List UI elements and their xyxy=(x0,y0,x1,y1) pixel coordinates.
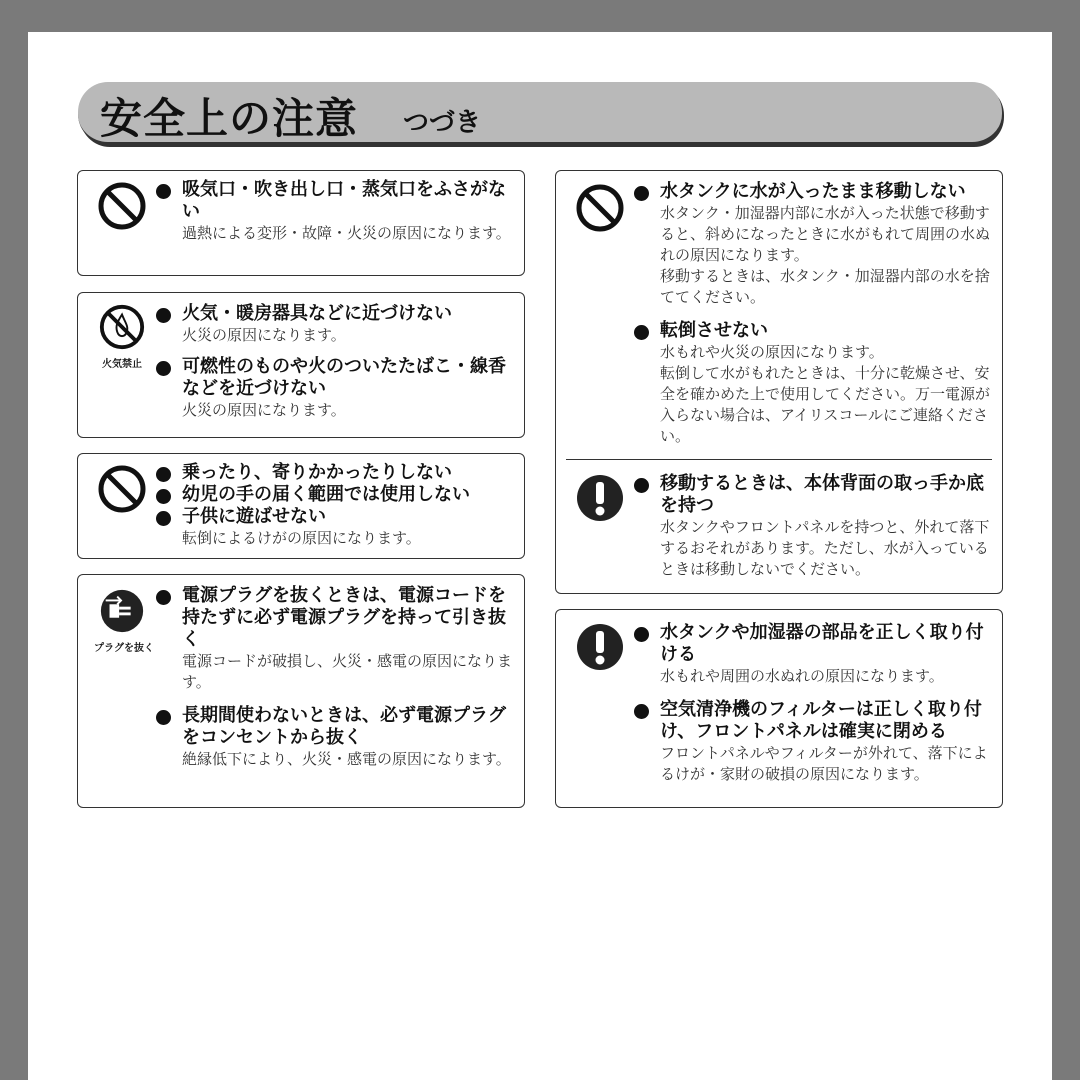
list-item xyxy=(634,473,992,580)
list-item xyxy=(156,484,514,506)
item-heading: 子供に遊ばせない xyxy=(182,506,326,527)
manual-page xyxy=(28,32,1052,1080)
item-description: フロントパネルやフィルターが外れて、落下によるけが・家財の破損の原因になります。 xyxy=(660,744,988,783)
item-description: 移動するときは、水タンク・加湿器内部の水を捨ててください。 xyxy=(660,267,990,306)
list-item xyxy=(634,320,992,447)
bullet-icon xyxy=(156,590,171,605)
bullet-icon xyxy=(156,184,171,199)
list-item xyxy=(634,622,992,687)
item-heading: 可燃性のものや火のついたたばこ・線香などを近づけない xyxy=(182,356,506,399)
list-item xyxy=(634,699,992,785)
exclamation-icon xyxy=(572,622,628,672)
icon-caption: 火気禁止 xyxy=(102,359,142,370)
list-item xyxy=(156,356,514,421)
item-heading: 吸気口・吹き出し口・蒸気口をふさがない xyxy=(182,179,506,222)
item-heading: 火気・暖房器具などに近づけない xyxy=(182,303,452,324)
caution-box-plug xyxy=(77,574,525,808)
bullet-icon xyxy=(156,361,171,376)
item-description: 火災の原因になります。 xyxy=(182,401,346,419)
item-description: 水もれや火災の原因になります。 xyxy=(660,343,884,361)
prohibition-icon xyxy=(94,464,150,514)
item-heading: 乗ったり、寄りかかったりしない xyxy=(182,462,452,483)
item-heading: 移動するときは、本体背面の取っ手か底を持つ xyxy=(660,473,984,516)
icon-caption: プラグを抜く xyxy=(94,643,154,654)
item-heading: 幼児の手の届く範囲では使用しない xyxy=(182,484,470,505)
caution-box-vents xyxy=(77,170,525,276)
section-banner xyxy=(78,82,1002,144)
item-heading: 長期間使わないときは、必ず電源プラグをコンセントから抜く xyxy=(182,705,506,748)
caution-box-children xyxy=(77,453,525,559)
divider xyxy=(566,459,992,460)
bullet-icon xyxy=(156,467,171,482)
list-item xyxy=(156,179,514,244)
list-item xyxy=(156,585,514,693)
bullet-icon xyxy=(634,478,649,493)
bullet-icon xyxy=(156,710,171,725)
item-description: 水もれや周囲の水ぬれの原因になります。 xyxy=(660,667,944,685)
list-item xyxy=(156,506,514,549)
section-title: 安全上の注意 xyxy=(100,94,359,143)
item-description: 水タンクやフロントパネルを持つと、外れて落下するおそれがあります。ただし、水が入っているときは移動しないでください。 xyxy=(660,518,990,578)
bullet-icon xyxy=(156,511,171,526)
item-description: 水タンク・加湿器内部に水が入った状態で移動すると、斜めになったときに水がもれて周囲の水ぬれの原因になります。 xyxy=(660,204,991,264)
list-item xyxy=(156,705,514,770)
unplug-icon xyxy=(94,587,154,654)
item-description: 絶縁低下により、火災・感電の原因になります。 xyxy=(182,750,511,768)
bullet-icon xyxy=(634,704,649,719)
prohibition-icon xyxy=(572,183,628,233)
no-fire-icon xyxy=(94,303,150,370)
item-description: 転倒によるけがの原因になります。 xyxy=(182,529,421,547)
section-subtitle: つづき xyxy=(403,108,482,138)
item-description: 火災の原因になります。 xyxy=(182,326,346,344)
item-heading: 水タンクや加湿器の部品を正しく取り付ける xyxy=(660,622,984,665)
bullet-icon xyxy=(156,308,171,323)
item-heading: 空気清浄機のフィルターは正しく取り付け、フロントパネルは確実に閉める xyxy=(660,699,982,742)
exclamation-icon xyxy=(572,473,628,523)
list-item xyxy=(156,303,514,346)
prohibition-icon xyxy=(94,181,150,231)
item-description: 転倒して水がもれたときは、十分に乾燥させ、安全を確かめた上で使用してください。万一電源が入らない場合は、アイリスコールにご連絡ください。 xyxy=(660,364,991,445)
bullet-icon xyxy=(634,627,649,642)
list-item xyxy=(156,462,514,484)
item-heading: 電源プラグを抜くときは、電源コードを持たずに必ず電源プラグを持って引き抜く xyxy=(182,585,506,650)
item-heading: 転倒させない xyxy=(660,320,768,341)
item-description: 電源コードが破損し、火災・感電の原因になります。 xyxy=(182,652,513,691)
caution-box-water-tank xyxy=(555,170,1003,594)
list-item xyxy=(634,181,992,308)
bullet-icon xyxy=(634,325,649,340)
bullet-icon xyxy=(634,186,649,201)
item-description: 過熱による変形・故障・火災の原因になります。 xyxy=(182,224,511,242)
item-heading: 水タンクに水が入ったまま移動しない xyxy=(660,181,966,202)
bullet-icon xyxy=(156,489,171,504)
caution-box-fire xyxy=(77,292,525,438)
caution-box-assembly xyxy=(555,609,1003,808)
